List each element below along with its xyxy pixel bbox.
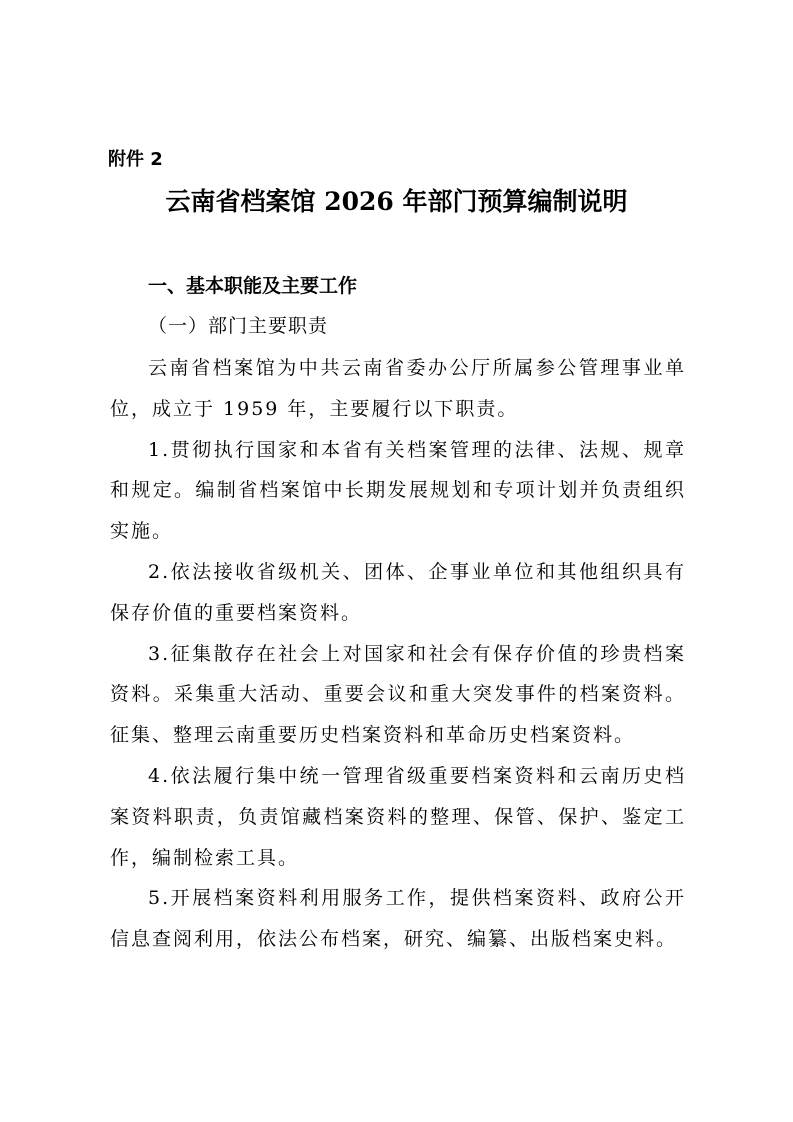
paragraph-duty-3: 3.征集散存在社会上对国家和社会有保存价值的珍贵档案资料。采集重大活动、重要会议和重大突发事件的档案资料。征集、整理云南重要历史档案资料和革命历史档案资料。 xyxy=(110,642,686,747)
paragraph-duty-1: 1.贯彻执行国家和本省有关档案管理的法律、法规、规章和规定。编制省档案馆中长期发展规划和专项计划并负责组织实施。 xyxy=(110,438,686,543)
attachment-label: 附件 2 xyxy=(108,149,163,170)
paragraph-duty-5: 5.开展档案资料利用服务工作，提供档案资料、政府公开信息查阅利用，依法公布档案，研究、编纂、出版档案史料。 xyxy=(110,887,686,951)
sub-heading: （一）部门主要职责 xyxy=(148,315,329,337)
paragraph-duty-4: 4.依法履行集中统一管理省级重要档案资料和云南历史档案资料职责，负责馆藏档案资料的整理、保管、保护、鉴定工作，编制检索工具。 xyxy=(110,764,686,869)
body-text xyxy=(110,348,686,960)
paragraph-duty-2: 2.依法接收省级机关、团体、企事业单位和其他组织具有保存价值的重要档案资料。 xyxy=(110,560,686,624)
section-heading: 一、基本职能及主要工作 xyxy=(148,275,358,297)
document-title: 云南省档案馆 2026 年部门预算编制说明 xyxy=(165,187,628,216)
paragraph-intro: 云南省档案馆为中共云南省委办公厅所属参公管理事业单位，成立于 1959 年，主要履行以下职责。 xyxy=(110,357,686,420)
